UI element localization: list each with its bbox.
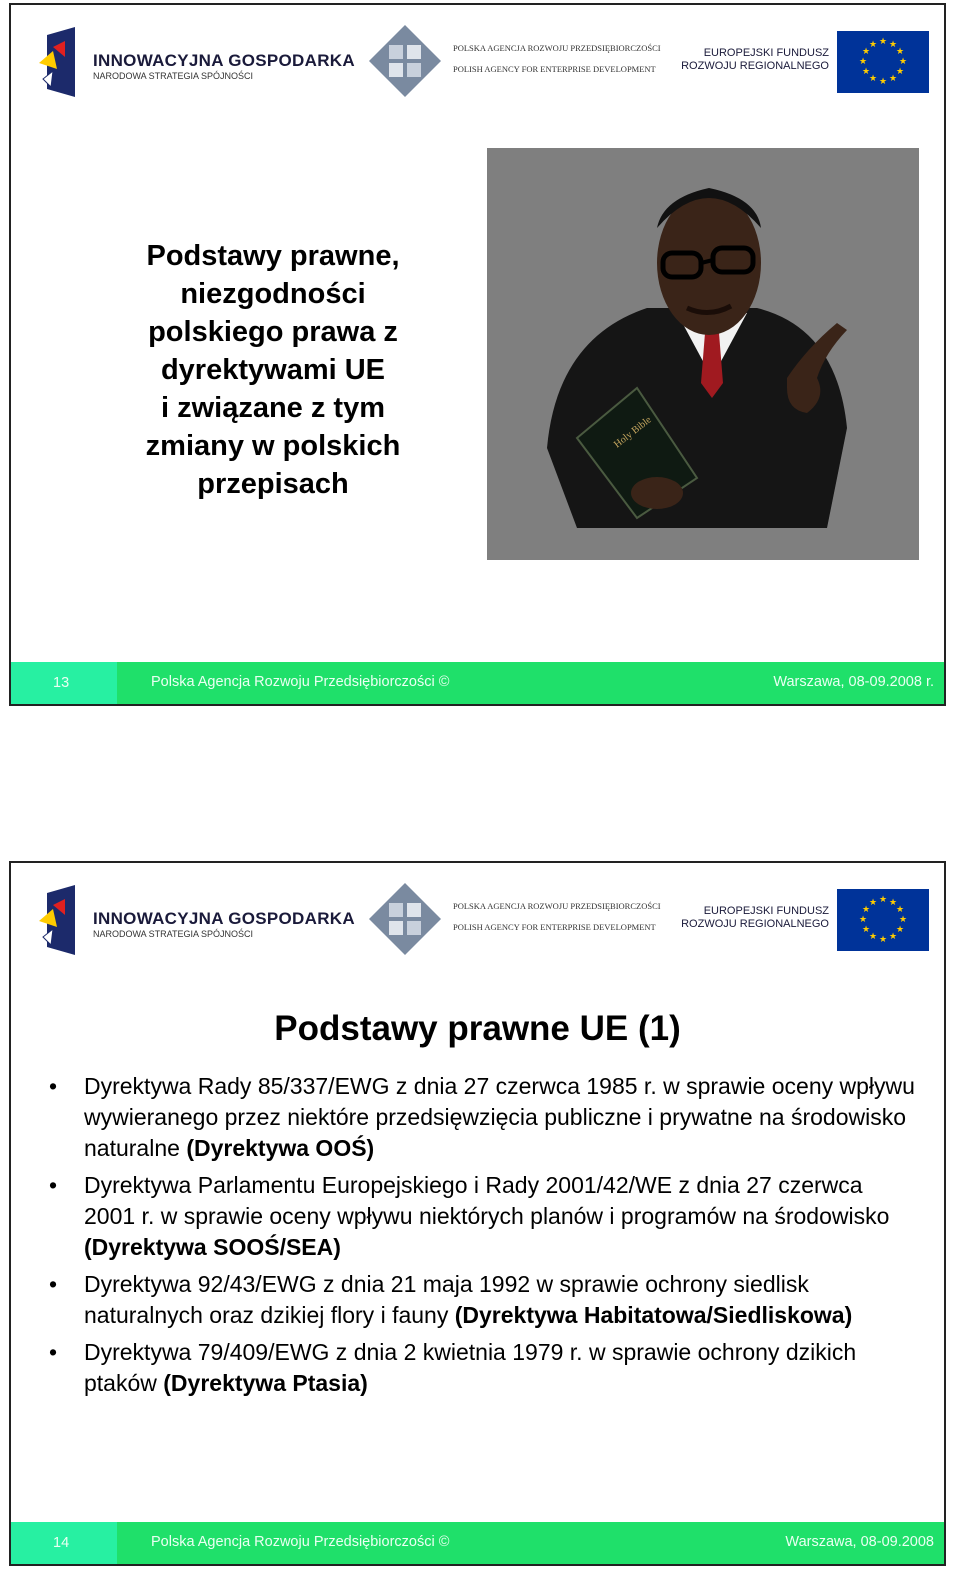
- ig-subtitle: NARODOWA STRATEGIA SPÓJNOŚCI: [93, 929, 254, 939]
- svg-text:★: ★: [898, 57, 908, 67]
- svg-text:★: ★: [868, 40, 878, 50]
- list-item: [49, 1269, 919, 1331]
- svg-text:★: ★: [895, 925, 905, 935]
- slide-number: 14: [53, 1535, 70, 1551]
- svg-text:★: ★: [861, 67, 871, 77]
- svg-text:★: ★: [858, 915, 868, 925]
- svg-text:★: ★: [895, 47, 905, 57]
- slide-number-box: [11, 662, 117, 704]
- svg-text:★: ★: [878, 935, 888, 945]
- eu-fund-logo: [681, 31, 929, 95]
- bullet-text: Dyrektywa Rady 85/337/EWG z dnia 27 czerwca 1985 r. w sprawie oceny wpływu wywieranego przez niektóre przedsięwzięcia publiczne i prywatne na środowisko naturalne: [84, 1073, 915, 1161]
- logo-bar: [11, 5, 944, 115]
- svg-text:★: ★: [898, 915, 908, 925]
- ig-title: INNOWACYJNA GOSPODARKA: [93, 909, 355, 928]
- logo-bar: [11, 863, 944, 973]
- title-line: niezgodności: [180, 278, 366, 310]
- slide-13: [9, 3, 946, 706]
- eu-fund-line1: EUROPEJSKI FUNDUSZ: [703, 47, 829, 59]
- book-label: Holy Bible: [612, 414, 654, 451]
- parp-name-en: POLISH AGENCY FOR ENTERPRISE DEVELOPMENT: [453, 922, 656, 932]
- svg-text:★: ★: [888, 74, 898, 84]
- slide-14: [9, 861, 946, 1566]
- bullet-bold: (Dyrektywa Ptasia): [163, 1370, 368, 1396]
- list-item: [49, 1170, 919, 1263]
- title-line: zmiany w polskich: [145, 430, 401, 462]
- judge-photo: [487, 148, 919, 560]
- ig-subtitle: NARODOWA STRATEGIA SPÓJNOŚCI: [93, 71, 254, 81]
- svg-text:★: ★: [888, 932, 898, 942]
- eu-flag-icon: [837, 889, 929, 951]
- slide-13-footer: [11, 662, 944, 704]
- ig-title: INNOWACYJNA GOSPODARKA: [93, 51, 355, 70]
- innowacyjna-gospodarka-logo: [39, 885, 369, 955]
- parp-logo: [367, 23, 687, 99]
- bullet-text: Dyrektywa Parlamentu Europejskiego i Rady 2001/42/WE z dnia 27 czerwca 2001 r. w sprawie oceny wpływu niektórych planów i programów na środowisko: [84, 1172, 890, 1229]
- svg-text:★: ★: [888, 40, 898, 50]
- title-line: Podstawy prawne,: [146, 240, 400, 272]
- eu-fund-line2: ROZWOJU REGIONALNEGO: [681, 60, 829, 72]
- parp-name-pl: POLSKA AGENCJA ROZWOJU PRZEDSIĘBIORCZOŚCI: [453, 901, 661, 911]
- svg-text:★: ★: [895, 905, 905, 915]
- slide-number: 13: [53, 675, 70, 691]
- parp-name-pl: POLSKA AGENCJA ROZWOJU PRZEDSIĘBIORCZOŚCI: [453, 43, 661, 53]
- directive-list: [49, 1071, 919, 1405]
- eu-fund-line2: ROZWOJU REGIONALNEGO: [681, 918, 829, 930]
- bullet-icon: •: [49, 1339, 58, 1365]
- ig-flag-icon: [39, 885, 77, 955]
- svg-text:★: ★: [861, 925, 871, 935]
- footer-org: Polska Agencja Rozwoju Przedsiębiorczości ©: [151, 1534, 450, 1550]
- svg-text:★: ★: [888, 898, 898, 908]
- slide-14-title: Podstawy prawne UE (1): [274, 1009, 681, 1048]
- svg-text:★: ★: [895, 67, 905, 77]
- svg-text:★: ★: [858, 57, 868, 67]
- footer-date: Warszawa, 08-09.2008: [785, 1534, 934, 1550]
- parp-logo: [367, 881, 687, 957]
- bullet-icon: •: [49, 1073, 58, 1099]
- title-line: dyrektywami UE: [160, 354, 386, 386]
- svg-text:★: ★: [861, 905, 871, 915]
- innowacyjna-gospodarka-logo: [39, 27, 369, 97]
- svg-text:★: ★: [861, 47, 871, 57]
- footer-org: Polska Agencja Rozwoju Przedsiębiorczości ©: [151, 674, 450, 690]
- svg-text:★: ★: [868, 898, 878, 908]
- slide-14-footer: [11, 1522, 944, 1564]
- bullet-icon: •: [49, 1172, 58, 1198]
- svg-text:★: ★: [878, 895, 888, 905]
- svg-text:★: ★: [878, 77, 888, 87]
- bullet-bold: (Dyrektywa OOŚ): [186, 1135, 375, 1161]
- bullet-text: Dyrektywa 92/43/EWG z dnia 21 maja 1992 w sprawie ochrony siedlisk naturalnych oraz dzikiej flory i fauny: [84, 1271, 809, 1328]
- eu-flag-icon: [837, 31, 929, 93]
- judge-illustration: [487, 148, 919, 560]
- parp-name-en: POLISH AGENCY FOR ENTERPRISE DEVELOPMENT: [453, 64, 656, 74]
- eu-fund-line1: EUROPEJSKI FUNDUSZ: [703, 905, 829, 917]
- list-item: [49, 1337, 919, 1399]
- bullet-text: Dyrektywa 79/409/EWG z dnia 2 kwietnia 1979 r. w sprawie ochrony dzikich ptaków: [84, 1339, 857, 1396]
- list-item: [49, 1071, 919, 1164]
- title-line: i związane z tym: [160, 392, 385, 424]
- svg-text:★: ★: [868, 74, 878, 84]
- parp-mark-icon: [367, 23, 443, 99]
- eu-fund-logo: [681, 889, 929, 953]
- ig-flag-icon: [39, 27, 77, 97]
- title-line: przepisach: [197, 468, 349, 500]
- bullet-bold: (Dyrektywa Habitatowa/Siedliskowa): [454, 1302, 853, 1328]
- footer-date: Warszawa, 08-09.2008 r.: [773, 674, 934, 690]
- parp-mark-icon: [367, 881, 443, 957]
- slide-13-title: [123, 237, 423, 503]
- title-line: polskiego prawa z: [148, 316, 398, 348]
- svg-text:★: ★: [868, 932, 878, 942]
- svg-text:★: ★: [878, 37, 888, 47]
- slide-number-box: [11, 1522, 117, 1564]
- bullet-icon: •: [49, 1271, 58, 1297]
- bullet-bold: (Dyrektywa SOOŚ/SEA): [84, 1234, 341, 1260]
